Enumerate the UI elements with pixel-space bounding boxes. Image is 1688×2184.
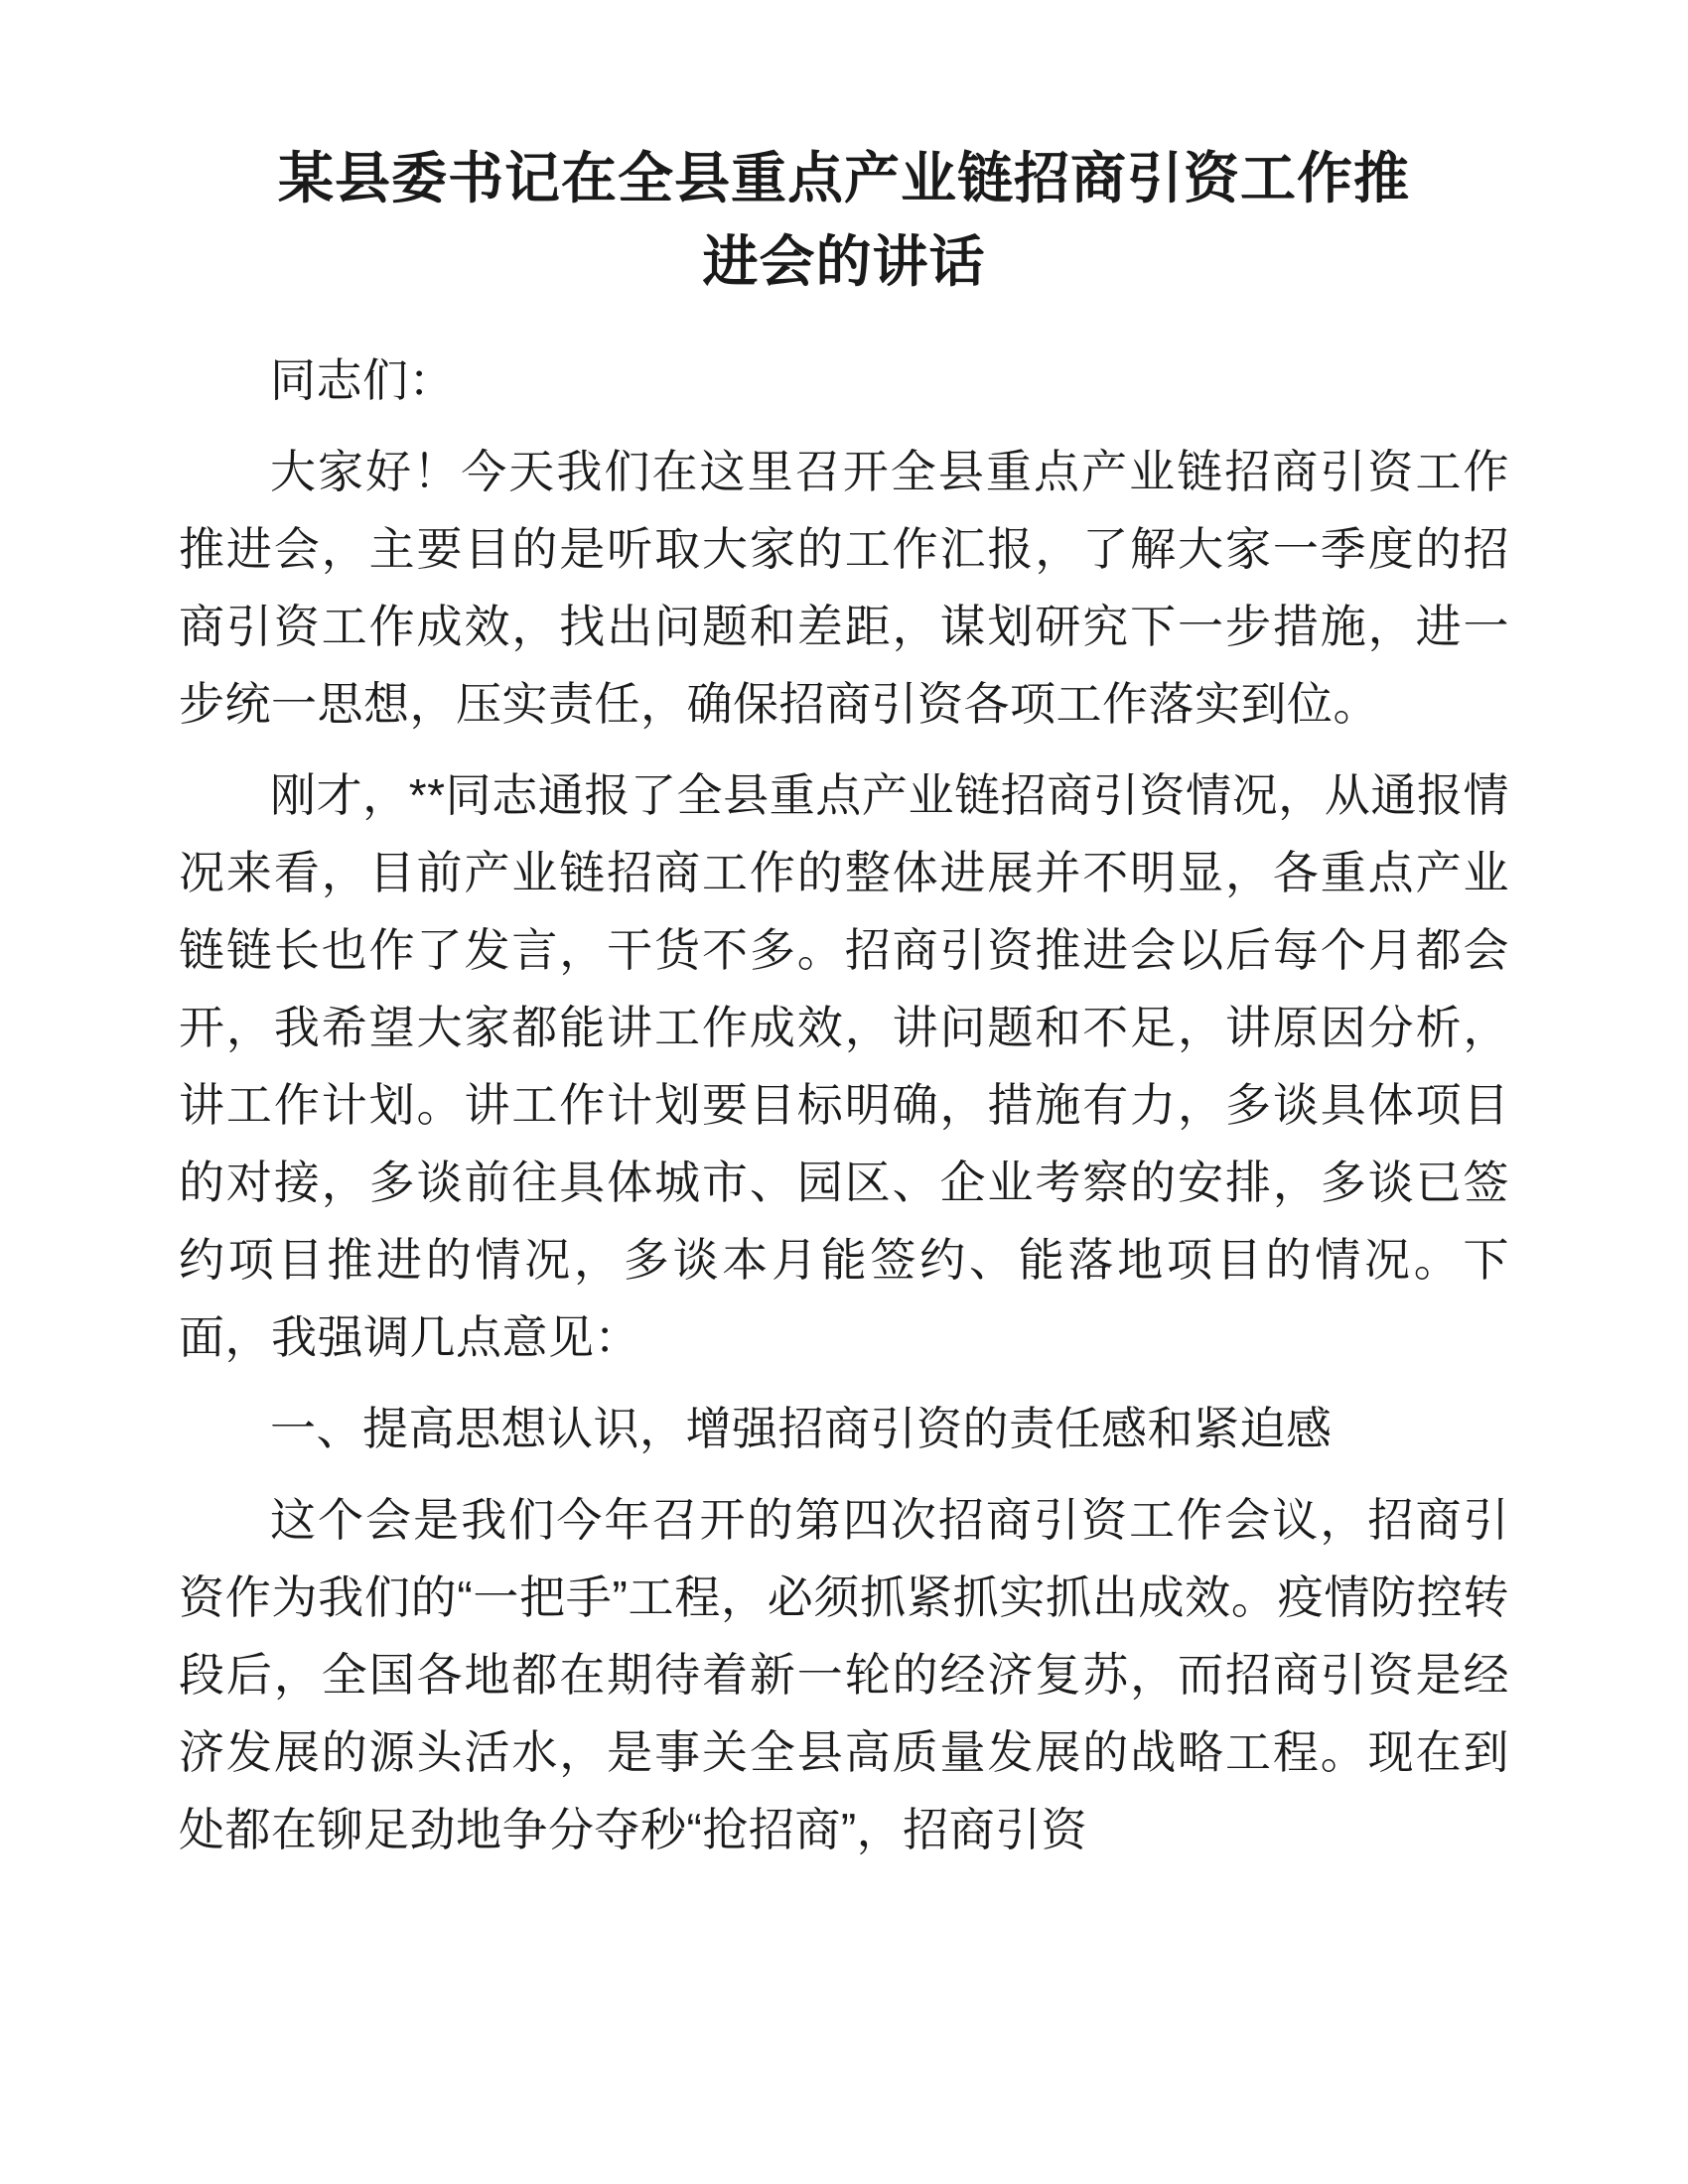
document-title: 某县委书记在全县重点产业链招商引资工作推进会的讲话 bbox=[278, 147, 1410, 293]
paragraph: 刚才，**同志通报了全县重点产业链招商引资情况，从通报情况来看，目前产业链招商工作的整体进展并不明显，各重点产业链链长也作了发言，干货不多。招商引资推进会以后每个月都会开，我希望大家都能讲工作成效，讲问题和不足，讲原因分析，讲工作计划。讲工作计划要目标明确，措施有力，多谈具体项目的对接，多谈前往具体城市、园区、企业考察的安排，多谈已签约项目推进的情况，多谈本月能签约、能落地项目的情况。下面，我强调几点意见： bbox=[179, 769, 1509, 1363]
document-body bbox=[179, 341, 1509, 1868]
paragraph: 大家好！今天我们在这里召开全县重点产业链招商引资工作推进会，主要目的是听取大家的工作汇报，了解大家一季度的招商引资工作成效，找出问题和差距，谋划研究下一步措施，进一步统一思想，压实责任，确保招商引资各项工作落实到位。 bbox=[179, 446, 1509, 730]
paragraph: 这个会是我们今年召开的第四次招商引资工作会议，招商引资作为我们的“一把手”工程，必须抓紧抓实抓出成效。疫情防控转段后，全国各地都在期待着新一轮的经济复苏，而招商引资是经济发展的源头活水，是事关全县高质量发展的战略工程。现在到处都在铆足劲地争分夺秒“抢招商”，招商引资 bbox=[179, 1494, 1509, 1855]
section-heading: 一、提高思想认识，增强招商引资的责任感和紧迫感 bbox=[270, 1403, 1333, 1454]
paragraph: 同志们： bbox=[270, 354, 455, 406]
